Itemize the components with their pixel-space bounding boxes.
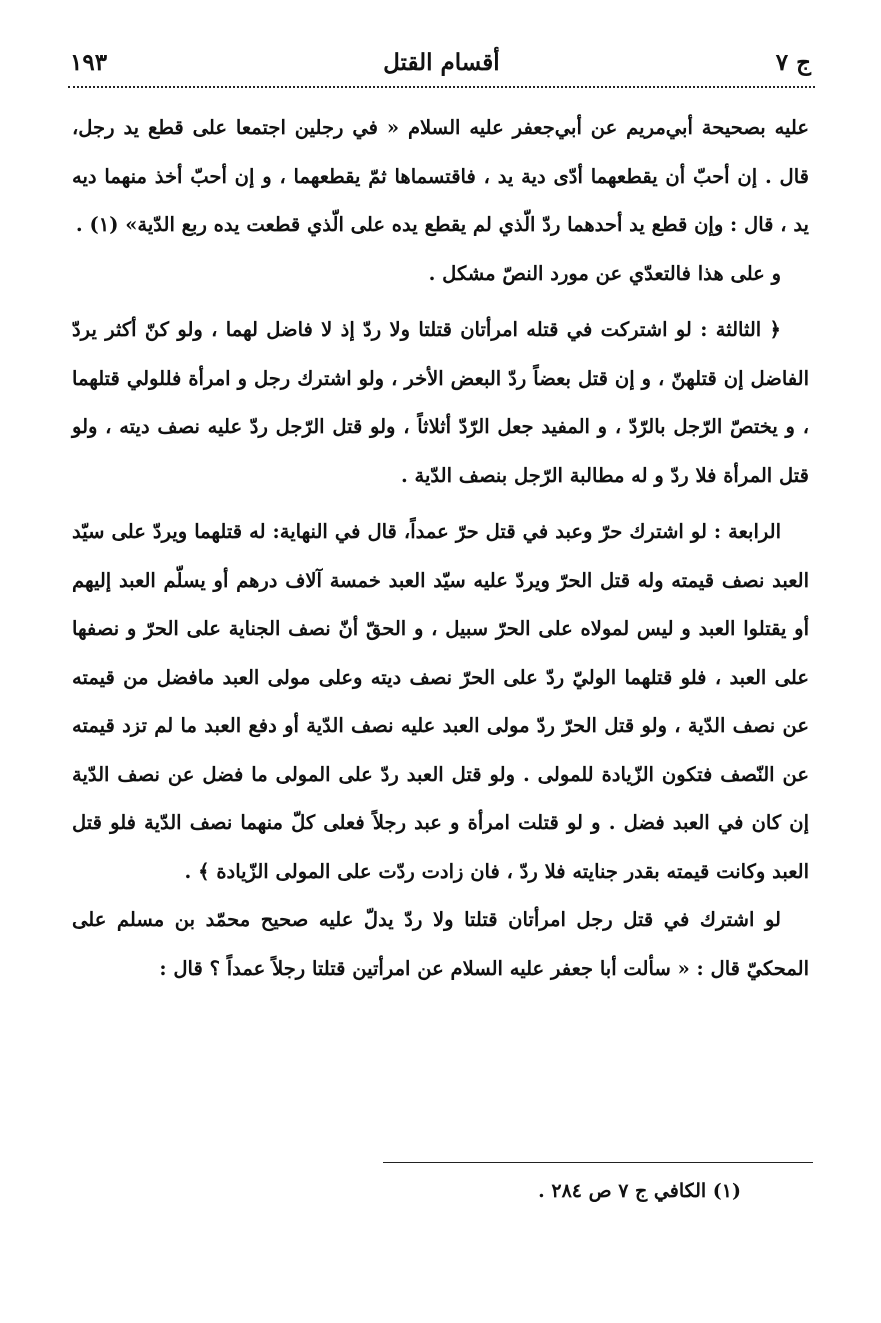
paragraph-text: و على هذا فالتعدّي عن مورد النصّ مشكل . bbox=[428, 261, 781, 285]
header-divider bbox=[68, 86, 815, 88]
footnote-divider bbox=[383, 1162, 813, 1163]
paragraph bbox=[72, 306, 809, 500]
paragraph bbox=[72, 250, 809, 299]
paragraph-text: لو اشترك في قتل رجل امرأتان قتلتا ولا ردّ يدلّ عليه صحيح محمّد بن مسلم على المحكيّ قال : « سألت أبا جعفر عليه السلام عن امرأتين قتلتا رجلاً عمداً ؟ قال : bbox=[72, 908, 809, 980]
page-number: ١٩٣ bbox=[70, 48, 108, 76]
volume-number: ج ٧ bbox=[775, 48, 811, 76]
section-heading: الرابعة bbox=[728, 520, 781, 543]
paragraph-text: : لو اشترك حرّ وعبد في قتل حرّ عمداً، قال في النهاية: له قتلهما ويردّ على سيّد العبد نصف قيمته وله قتل الحرّ ويردّ عليه سيّد العبد خمسة آلاف درهم أو يسلّم العبد إليهم أو يقتلوا العبد و ليس لمولاه على الحرّ سبيل ، و الحقّ أنّ نصف الجناية على الحرّ و نصفها على العبد ، فلو قتلهما الوليّ ردّ على الحرّ نصف ديته وعلى مولى العبد مافضل من قيمته عن نصف الدّية ، ولو قتل الحرّ ردّ مولى العبد عليه نصف الدّية أو دفع العبد ما لم تزد قيمته عن النّصف فتكون الزّيادة للمولى . ولو قتل العبد ردّ على المولى ما فضل عن نصف الدّية إن كان في العبد فضل . و لو قتلت امرأة و عبد رجلاً فعلى كلّ منهما نصف الدّية فلو قتل العبد وكانت قيمته بقدر جنايته فلا ردّ ، فان زادت ردّت على المولى الزّيادة ﴾ . bbox=[72, 520, 810, 883]
running-head bbox=[70, 44, 811, 80]
paragraph bbox=[72, 896, 809, 993]
paragraph-text: : لو اشتركت في قتله امرأتان قتلتا ولا ردّ إذ لا فاضل لهما ، ولو كنّ أكثر يردّ الفاضل إن قتلهنّ ، و إن قتل بعضاً ردّ البعض الأخر ، ولو اشترك رجل و امرأة فللولي قتلهما ، و يختصّ الرّجل بالرّدّ ، و المفيد جعل الرّدّ أثلاثاً ، ولو قتل الرّجل ردّ عليه نصف ديته ، ولو قتل المرأة فلا ردّ و له مطالبة الرّجل بنصف الدّية . bbox=[72, 318, 809, 487]
page-title: أقسام القتل bbox=[383, 48, 500, 76]
paragraph-text: عليه بصحيحة أبي‌مريم عن أبي‌جعفر عليه السلام « في رجلين اجتمعا على قطع يد رجل، قال . إن أحبّ أن يقطعهما أدّى دية يد ، فاقتسماها ثمّ يقطعهما ، و إن أحبّ أخذ منهما ديه يد ، قال : وإن قطع يد أحدهما ردّ الّذي لم يقطع يده على الّذي قطعت يده ربع الدّية» (١) . bbox=[72, 116, 809, 236]
section-heading: ﴿ الثالثة bbox=[715, 318, 781, 341]
paragraph bbox=[72, 508, 809, 896]
main-text bbox=[72, 104, 809, 993]
footnote: (١) الكافي ج ٧ ص ٢٨٤ . bbox=[538, 1180, 741, 1202]
paragraph bbox=[72, 104, 809, 250]
